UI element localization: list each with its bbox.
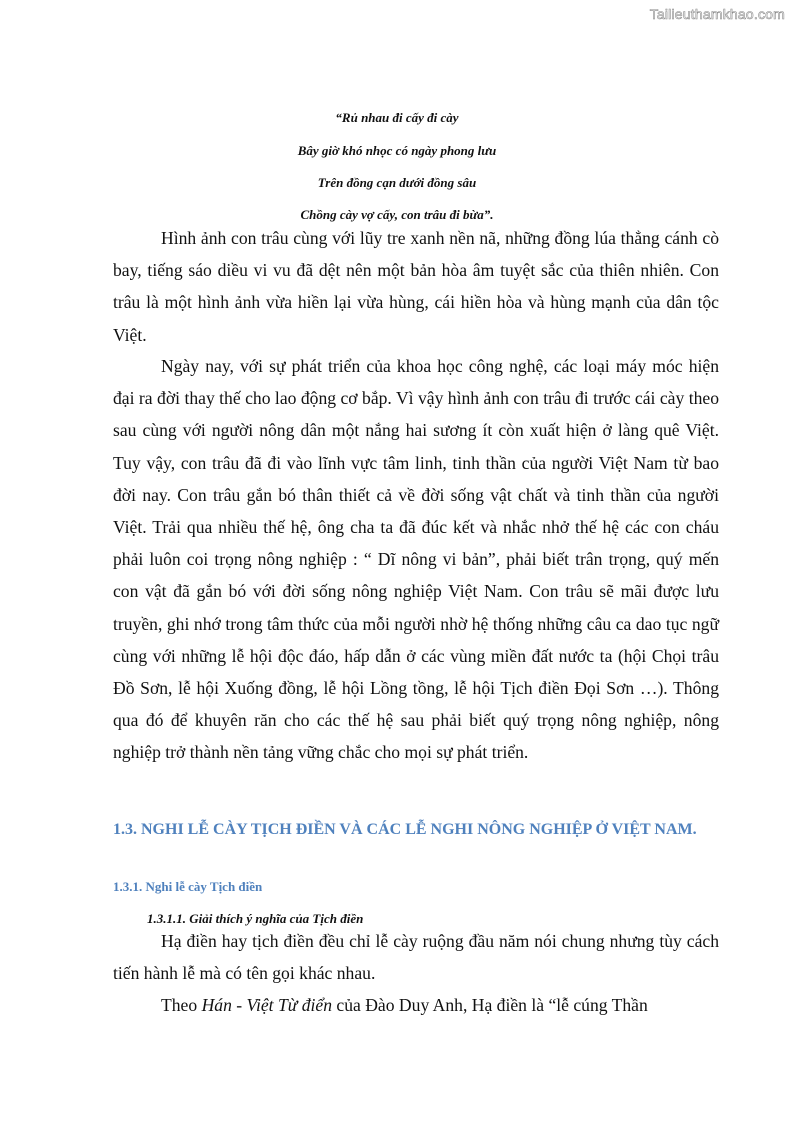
paragraph-ha-dien: Hạ điền hay tịch điền đều chỉ lễ cày ruộng đầu năm nói chung nhưng tùy cách tiến hành lễ mà có tên gọi khác nhau. bbox=[113, 931, 719, 984]
poem-line-1: “Rủ nhau đi cấy đi cày bbox=[335, 110, 459, 125]
poem-line-3: Trên đồng cạn dưới đồng sâu bbox=[317, 175, 477, 190]
paragraph-han-viet-dictionary bbox=[113, 989, 719, 1021]
paragraph-buffalo-image: Hình ảnh con trâu cùng với lũy tre xanh nền nã, những đồng lúa thẳng cánh cò bay, tiếng sáo diều vi vu đã dệt nên một bản hòa âm tuyệt sắc của thiên nhiên. Con trâu là một hình ảnh vừa hiền lại vừa hùng, cái hiền hòa và hùng mạnh của dân tộc Việt. bbox=[113, 228, 719, 345]
book-title: Hán - Việt Từ điển bbox=[201, 995, 333, 1015]
text-after-title: của Đào Duy Anh, Hạ điền là “lễ cúng Thần bbox=[332, 995, 648, 1015]
section-heading-1-3: 1.3. NGHI LỄ CÀY TỊCH ĐIỀN VÀ CÁC LỄ NGHI NÔNG NGHIỆP Ở VIỆT NAM. bbox=[113, 821, 697, 838]
watermark: Tailieuthamkhao.com bbox=[649, 6, 785, 22]
poem-line-4: Chồng cày vợ cấy, con trâu đi bừa”. bbox=[300, 207, 494, 222]
subsubsection-heading-1-3-1-1: 1.3.1.1. Giải thích ý nghĩa của Tịch điền bbox=[147, 911, 364, 926]
subsection-heading-1-3-1: 1.3.1. Nghi lễ cày Tịch điền bbox=[113, 879, 263, 894]
paragraph-modern-agriculture: Ngày nay, với sự phát triển của khoa học công nghệ, các loại máy móc hiện đại ra đời thay thế cho lao động cơ bắp. Vì vậy hình ảnh con trâu đi trước cái cày theo sau cùng với người nông dân một nắng hai sương ít còn xuất hiện ở làng quê Việt. Tuy vậy, con trâu đã đi vào lĩnh vực tâm linh, tinh thần của người Việt Nam từ bao đời nay. Con trâu gắn bó thân thiết cả về đời sống vật chất và tinh thần của người Việt. Trải qua nhiều thế hệ, ông cha ta đã đúc kết và nhắc nhở thế hệ các con cháu phải luôn coi trọng nông nghiệp : “ Dĩ nông vi bản”, phải biết trân trọng, quý mến con vật đã gắn bó với đời sống nông nghiệp Việt Nam. Con trâu sẽ mãi được lưu truyền, ghi nhớ trong tâm thức của mỗi người nhờ hệ thống những câu ca dao tục ngữ cùng với những lễ hội độc đáo, hấp dẫn ở các vùng miền đất nước ta (hội Chọi trâu Đồ Sơn, lễ hội Xuống đồng, lễ hội Lồng tồng, lễ hội Tịch điền Đọi Sơn …). Thông qua đó để khuyên răn cho các thế hệ sau phải biết quý trọng nông nghiệp, nông nghiệp trở thành nền tảng vững chắc cho mọi sự phát triển. bbox=[113, 356, 719, 763]
poem-line-2: Bây giờ khó nhọc có ngày phong lưu bbox=[297, 143, 497, 158]
text-before-title: Theo bbox=[161, 995, 202, 1015]
